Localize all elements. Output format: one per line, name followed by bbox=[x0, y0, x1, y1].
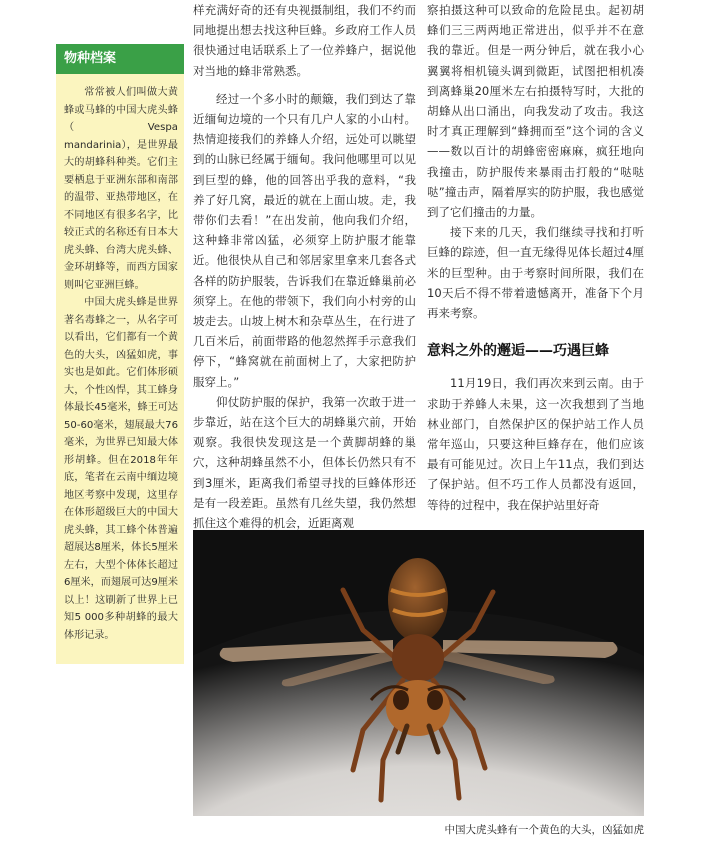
sidebar-title: 物种档案 bbox=[56, 44, 184, 74]
hornet-illustration bbox=[193, 530, 644, 816]
article-paragraph: 样充满好奇的还有央视摄制组，我们不约而同地提出想去找这种巨蜂。乡政府工作人员很快通过电话联系上了一位养蜂户，据说他对当地的蜂非常熟悉。 bbox=[193, 3, 416, 78]
article-column-middle bbox=[193, 0, 416, 533]
article-paragraph: 仰仗防护服的保护，我第一次敢于进一步靠近，站在这个巨大的胡蜂巢穴前，开始观察。我很快发现这是一个黄脚胡蜂的巢穴，这种胡蜂虽然不小，但体长仍然只有不到3厘米，距离我们希望寻找的巨蜂体形还是有一段差距。虽然有几丝失望，我仍然想抓住这个难得的机会，近距离观 bbox=[193, 394, 416, 531]
article-paragraph: 接下来的几天，我们继续寻找和打听巨蜂的踪迹，但一直无缘得见体长超过4厘米的巨型种。由于考察时间所限，我们在10天后不得不带着遗憾离开，准备下个月再来考察。 bbox=[427, 225, 644, 321]
photo-caption: 中国大虎头蜂有一个黄色的大头，凶猛如虎 bbox=[444, 824, 644, 836]
article-paragraph: 察拍摄这种可以致命的危险昆虫。起初胡蜂们三三两两地正常进出，似乎并不在意我的靠近。但是一两分钟后，就在我小心翼翼将相机镜头调到微距，试图把相机凑到离蜂巢20厘米左右拍摄特写时，大批的胡蜂从出口涌出，向我发动了攻击。我这时才真正理解到“蜂拥而至”这个词的含义——数以百计的胡蜂密密麻麻，疯狂地向我撞击，防护服传来暴雨击打般的“哒哒哒”撞击声，隔着厚实的防护服，我也感觉到了它们撞击的力量。 bbox=[427, 3, 644, 220]
hornet-thorax bbox=[392, 634, 444, 682]
hornet-abdomen bbox=[388, 558, 448, 642]
article-paragraph: 11月19日，我们再次来到云南。由于求助于养蜂人未果，这一次我想到了当地林业部门，自然保护区的保护站工作人员常年巡山，只要这种巨蜂存在，他们应该最有可能见过。次日上午11点，我们到达了保护站。但不巧工作人员都没有返回，等待的过程中，我在保护站里好奇 bbox=[427, 376, 644, 512]
species-profile-sidebar bbox=[56, 44, 184, 664]
hornet-photo bbox=[193, 530, 644, 816]
section-heading: 意料之外的邂逅——巧遇巨蜂 bbox=[427, 343, 609, 360]
article-paragraph: 经过一个多小时的颠簸，我们到达了靠近缅甸边境的一个只有几户人家的小山村。热情迎接我们的养蜂人介绍，远处可以眺望到的山脉已经属于缅甸。我问他哪里可以见到巨型的蜂，他的回答出乎我的意料，“我养了好几窝，最近的就在上面山坡。走，我带你们去看！”在出发前，他向我们介绍，这种蜂非常凶猛，必须穿上防护服才能靠近。他很快从自己和邻居家里拿来几套各式各样的防护服装，告诉我们在靠近蜂巢前必须穿上。在他的带领下，我们向小村旁的山坡走去。山坡上树木和杂草丛生，在行进了几百米后，前面带路的他忽然挥手示意我们停下，“蜂窝就在前面树上了，大家把防护服穿上。” bbox=[193, 91, 416, 389]
sidebar-paragraph: 中国大虎头蜂是世界著名毒蜂之一，从名字可以看出，它们都有一个黄色的大头，凶猛如虎，事实也是如此。它们体形硕大，个性凶悍，其工蜂身体最长45毫米，蜂王可达50-60毫米，翅展最大76毫米，为世界已知最大体形胡蜂。但在2018年年底，笔者在云南中缅边境地区考察中发现，这里存在体形超级巨大的中国大虎头蜂，其工蜂个体普遍超展达8厘米，体长5厘米左右，大型个体体长超过6厘米，而翅展可达9厘米以上！这刷新了世界上已知5 000多种胡蜂的最大体形记录。 bbox=[64, 297, 178, 641]
sidebar-body bbox=[56, 74, 184, 644]
sidebar-paragraph: 常常被人们叫做大黄蜂或马蜂的中国大虎头蜂（Vespa mandarinia），是世界最大的胡蜂科种类。它们主要栖息于亚洲东部和南部的温带、亚热带地区，在不同地区有很多名字，比较正式的名称还有日本大虎头蜂、台湾大虎头蜂、金环胡蜂等，而西方国家则叫它亚洲巨蜂。 bbox=[64, 87, 178, 291]
hornet-head bbox=[386, 680, 450, 736]
article-column-right bbox=[427, 0, 644, 515]
